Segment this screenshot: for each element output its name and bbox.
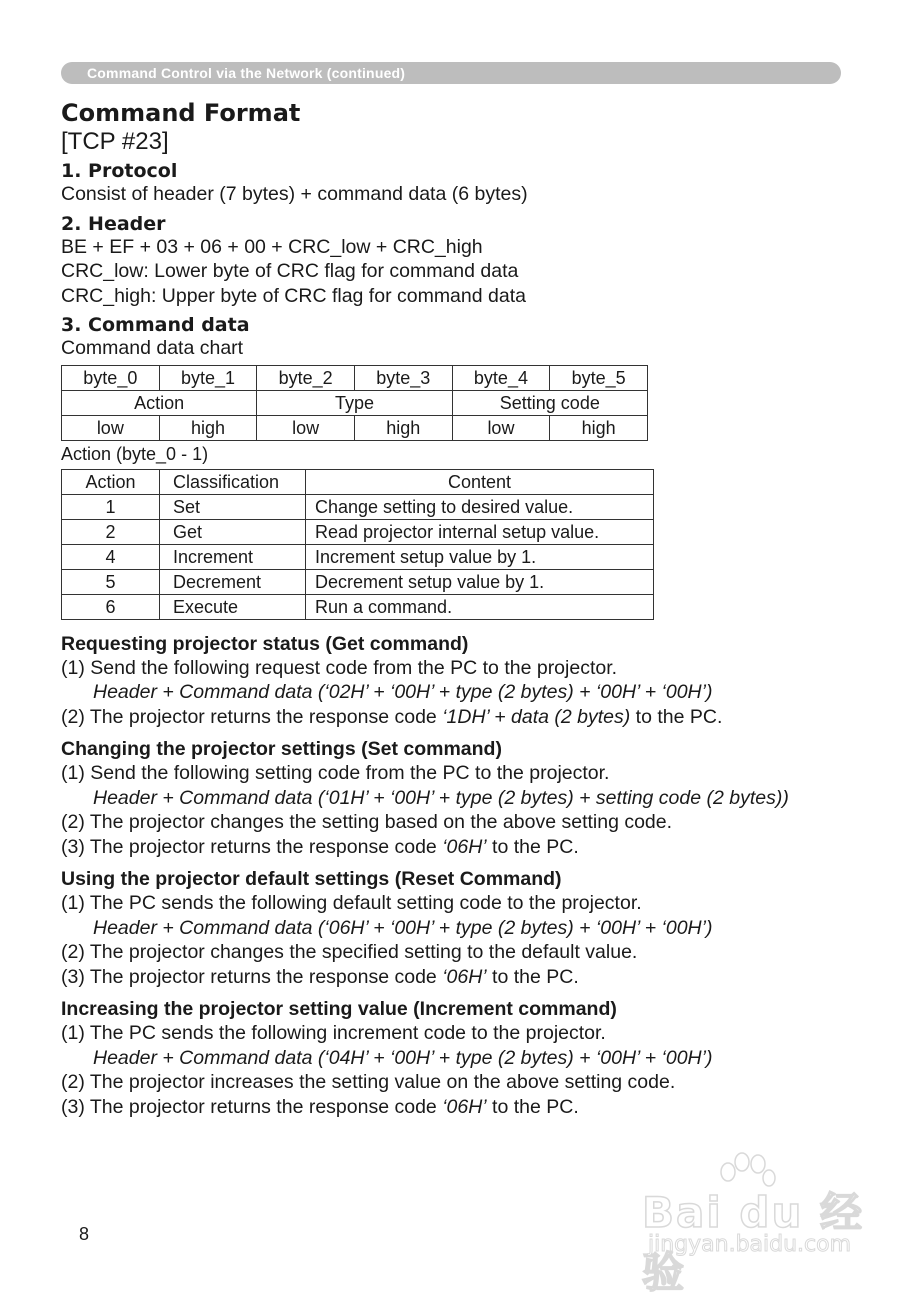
page-subtitle: [TCP #23] <box>61 128 169 155</box>
section-heading: Requesting projector status (Get command) <box>61 632 469 655</box>
banner-title: Command Control via the Network (continued) <box>87 65 406 81</box>
step-text-part: (2) The projector returns the response code <box>61 705 443 728</box>
page-number: 8 <box>79 1224 90 1244</box>
table-row <box>62 544 654 569</box>
step-text: (2) The projector changes the setting based on the above setting code. <box>61 811 673 833</box>
section-heading: Increasing the projector setting value (Increment command) <box>61 998 617 1020</box>
table-cell: Set <box>160 494 306 519</box>
table-row <box>62 415 648 440</box>
set-command-section <box>61 737 861 859</box>
code-line: Header + Command data (‘04H’ + ‘00H’ + type (2 bytes) + ‘00H’ + ‘00H’) <box>93 1046 713 1069</box>
table-cell: 5 <box>62 569 160 594</box>
table-cell: byte_3 <box>354 365 452 390</box>
table-row <box>62 365 648 390</box>
header-line: BE + EF + 03 + 06 + 00 + CRC_low + CRC_high <box>61 235 483 258</box>
page-content <box>61 98 861 1119</box>
table-cell: 1 <box>62 494 160 519</box>
table-cell: byte_1 <box>159 365 257 390</box>
table-cell: byte_5 <box>550 365 648 390</box>
table-row <box>62 494 654 519</box>
table-cell: byte_0 <box>62 365 160 390</box>
table-cell: byte_4 <box>452 365 550 390</box>
code-line: Header + Command data (‘02H’ + ‘00H’ + type (2 bytes) + ‘00H’ + ‘00H’) <box>93 681 713 703</box>
table-cell: low <box>452 415 550 440</box>
table-cell: 2 <box>62 519 160 544</box>
step-text-part: to the PC. <box>486 1095 579 1118</box>
table-cell: 4 <box>62 544 160 569</box>
table-cell: high <box>550 415 648 440</box>
action-table <box>61 469 654 620</box>
increment-command-section <box>61 997 861 1119</box>
table-cell: Decrement <box>160 569 306 594</box>
command-data-table <box>61 365 648 441</box>
table-cell: Change setting to desired value. <box>306 494 654 519</box>
table-cell: Decrement setup value by 1. <box>306 569 654 594</box>
response-code: ‘06H’ <box>442 1095 487 1118</box>
watermark <box>640 1150 870 1297</box>
step-text: (2) The projector changes the specified setting to the default value. <box>61 941 638 963</box>
step-text: (1) The PC sends the following increment code to the projector. <box>61 1022 606 1044</box>
step-text-part: to the PC. <box>630 705 723 728</box>
table-row <box>62 519 654 544</box>
protocol-heading: 1. Protocol <box>61 160 178 182</box>
header-line: CRC_high: Upper byte of CRC flag for command data <box>61 284 526 307</box>
code-line: Header + Command data (‘01H’ + ‘00H’ + type (2 bytes) + setting code (2 bytes)) <box>93 786 789 809</box>
watermark-url: jingyan.baidu.com <box>648 1232 852 1257</box>
table-header-cell: Classification <box>160 469 306 494</box>
table-cell: Type <box>257 390 452 415</box>
table-cell: Execute <box>160 594 306 619</box>
step-text-part: to the PC. <box>486 965 579 988</box>
table-cell: Increment <box>160 544 306 569</box>
table-cell: Increment setup value by 1. <box>306 544 654 569</box>
step-text <box>61 965 861 990</box>
page-title: Command Format <box>61 99 301 127</box>
response-code: ‘06H’ <box>442 965 487 988</box>
section-heading: Using the projector default settings (Reset Command) <box>61 868 562 890</box>
response-code: ‘1DH’ + data (2 bytes) <box>442 705 631 728</box>
get-command-section <box>61 632 861 730</box>
table-cell: Get <box>160 519 306 544</box>
step-text-part: (3) The projector returns the response code <box>61 835 443 858</box>
section-heading: Changing the projector settings (Set command) <box>61 738 502 760</box>
table-cell: Run a command. <box>306 594 654 619</box>
reset-command-section <box>61 867 861 989</box>
table-cell: Setting code <box>452 390 647 415</box>
step-text: (1) The PC sends the following default setting code to the projector. <box>61 892 642 914</box>
section-banner <box>61 62 841 84</box>
header-line: CRC_low: Lower byte of CRC flag for command data <box>61 260 519 282</box>
response-code: ‘06H’ <box>442 835 487 858</box>
action-table-caption: Action (byte_0 - 1) <box>61 443 209 464</box>
code-line: Header + Command data (‘06H’ + ‘00H’ + type (2 bytes) + ‘00H’ + ‘00H’) <box>93 916 713 939</box>
table-header-row <box>62 469 654 494</box>
step-text-part: to the PC. <box>486 835 579 858</box>
table-header-cell: Content <box>306 469 654 494</box>
watermark-logo: Bai du 经验 <box>642 1188 864 1297</box>
command-data-chart-label: Command data chart <box>61 337 244 359</box>
step-text: (1) Send the following request code from the PC to the projector. <box>61 656 618 679</box>
table-cell: high <box>354 415 452 440</box>
table-cell: high <box>159 415 257 440</box>
header-heading: 2. Header <box>61 212 166 235</box>
protocol-text: Consist of header (7 bytes) + command data (6 bytes) <box>61 183 528 205</box>
table-cell: low <box>257 415 355 440</box>
command-data-heading: 3. Command data <box>61 314 250 336</box>
table-cell: Read projector internal setup value. <box>306 519 654 544</box>
table-cell: byte_2 <box>257 365 355 390</box>
table-header-cell: Action <box>62 469 160 494</box>
step-text: (1) Send the following setting code from the PC to the projector. <box>61 762 610 784</box>
table-row <box>62 594 654 619</box>
step-text-part: (3) The projector returns the response code <box>61 1095 443 1118</box>
step-text <box>61 835 861 860</box>
table-cell: 6 <box>62 594 160 619</box>
table-cell: Action <box>62 390 257 415</box>
table-row <box>62 569 654 594</box>
step-text <box>61 705 861 730</box>
step-text <box>61 1095 861 1120</box>
table-row <box>62 390 648 415</box>
step-text: (2) The projector increases the setting value on the above setting code. <box>61 1071 676 1093</box>
step-text-part: (3) The projector returns the response code <box>61 965 443 988</box>
table-cell: low <box>62 415 160 440</box>
